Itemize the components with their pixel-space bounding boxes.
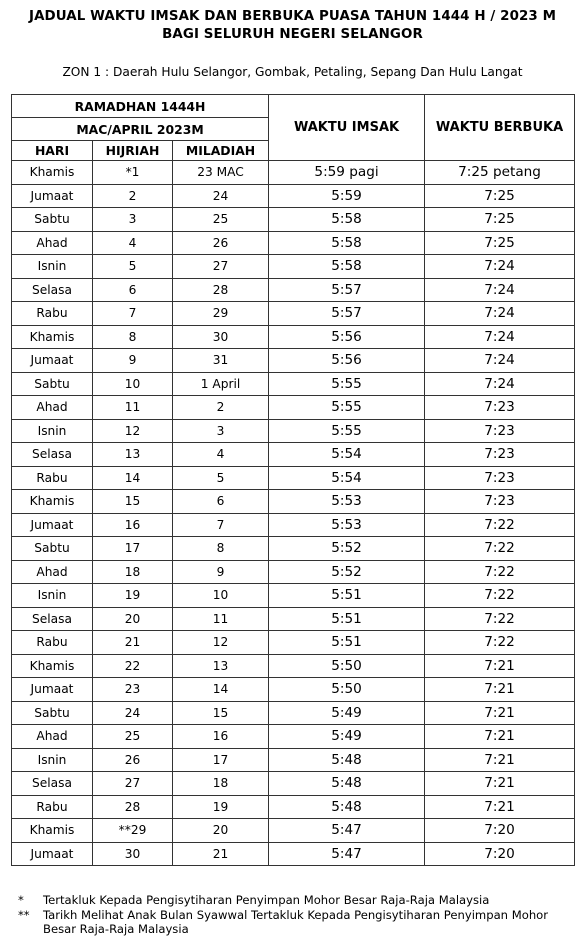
title-line-1: JADUAL WAKTU IMSAK DAN BERBUKA PUASA TAHUN 1444 H / 2023 M bbox=[28, 9, 557, 24]
cell-hari: Ahad bbox=[12, 560, 93, 584]
cell-hari: Ahad bbox=[12, 396, 93, 420]
cell-hari: Rabu bbox=[12, 302, 93, 326]
cell-hari: Rabu bbox=[12, 795, 93, 819]
table-row bbox=[12, 772, 575, 796]
cell-miladiah: 29 bbox=[173, 302, 269, 326]
table-row bbox=[12, 184, 575, 208]
cell-waktu-berbuka: 7:23 bbox=[425, 466, 575, 490]
cell-hijriah: 8 bbox=[93, 325, 173, 349]
cell-miladiah: 2 bbox=[173, 396, 269, 420]
document-title bbox=[0, 8, 585, 44]
cell-waktu-berbuka: 7:24 bbox=[425, 302, 575, 326]
table-row bbox=[12, 372, 575, 396]
cell-miladiah: 13 bbox=[173, 654, 269, 678]
cell-hijriah: 7 bbox=[93, 302, 173, 326]
cell-waktu-imsak: 5:56 bbox=[269, 349, 425, 373]
cell-waktu-berbuka: 7:20 bbox=[425, 842, 575, 866]
cell-waktu-berbuka: 7:22 bbox=[425, 631, 575, 655]
header-waktu-berbuka: WAKTU BERBUKA bbox=[425, 95, 575, 161]
title-line-2: BAGI SELURUH NEGERI SELANGOR bbox=[162, 27, 423, 42]
cell-miladiah: 24 bbox=[173, 184, 269, 208]
cell-hijriah: 9 bbox=[93, 349, 173, 373]
cell-miladiah: 7 bbox=[173, 513, 269, 537]
table-row bbox=[12, 795, 575, 819]
cell-hijriah: 12 bbox=[93, 419, 173, 443]
table-row bbox=[12, 678, 575, 702]
cell-waktu-berbuka: 7:25 petang bbox=[425, 161, 575, 185]
cell-waktu-berbuka: 7:24 bbox=[425, 349, 575, 373]
cell-waktu-imsak: 5:58 bbox=[269, 255, 425, 279]
cell-waktu-berbuka: 7:24 bbox=[425, 255, 575, 279]
cell-miladiah: 16 bbox=[173, 725, 269, 749]
cell-waktu-berbuka: 7:24 bbox=[425, 325, 575, 349]
cell-hari: Sabtu bbox=[12, 208, 93, 232]
cell-miladiah: 28 bbox=[173, 278, 269, 302]
cell-hijriah: 19 bbox=[93, 584, 173, 608]
cell-miladiah: 15 bbox=[173, 701, 269, 725]
cell-waktu-berbuka: 7:21 bbox=[425, 678, 575, 702]
cell-hari: Jumaat bbox=[12, 184, 93, 208]
cell-hari: Khamis bbox=[12, 161, 93, 185]
table-row bbox=[12, 654, 575, 678]
cell-waktu-berbuka: 7:21 bbox=[425, 701, 575, 725]
table-row bbox=[12, 725, 575, 749]
cell-hari: Isnin bbox=[12, 748, 93, 772]
cell-waktu-imsak: 5:59 pagi bbox=[269, 161, 425, 185]
cell-waktu-berbuka: 7:22 bbox=[425, 607, 575, 631]
header-hari: HARI bbox=[12, 141, 93, 161]
cell-miladiah: 1 April bbox=[173, 372, 269, 396]
cell-waktu-imsak: 5:50 bbox=[269, 654, 425, 678]
cell-waktu-berbuka: 7:23 bbox=[425, 396, 575, 420]
cell-miladiah: 17 bbox=[173, 748, 269, 772]
cell-hari: Sabtu bbox=[12, 701, 93, 725]
cell-waktu-berbuka: 7:24 bbox=[425, 278, 575, 302]
table-row bbox=[12, 278, 575, 302]
footnote-mark: * bbox=[18, 893, 24, 907]
cell-waktu-berbuka: 7:23 bbox=[425, 443, 575, 467]
table-row bbox=[12, 819, 575, 843]
table-row bbox=[12, 631, 575, 655]
table-row bbox=[12, 349, 575, 373]
table-row bbox=[12, 584, 575, 608]
cell-hijriah: 14 bbox=[93, 466, 173, 490]
cell-hijriah: 20 bbox=[93, 607, 173, 631]
cell-waktu-imsak: 5:49 bbox=[269, 725, 425, 749]
table-row bbox=[12, 396, 575, 420]
cell-hijriah: **29 bbox=[93, 819, 173, 843]
cell-hari: Khamis bbox=[12, 490, 93, 514]
cell-waktu-imsak: 5:50 bbox=[269, 678, 425, 702]
cell-waktu-imsak: 5:54 bbox=[269, 443, 425, 467]
cell-waktu-berbuka: 7:22 bbox=[425, 560, 575, 584]
cell-hijriah: 15 bbox=[93, 490, 173, 514]
cell-hari: Khamis bbox=[12, 819, 93, 843]
cell-hari: Jumaat bbox=[12, 513, 93, 537]
table-row bbox=[12, 607, 575, 631]
cell-waktu-berbuka: 7:22 bbox=[425, 537, 575, 561]
cell-hijriah: *1 bbox=[93, 161, 173, 185]
cell-waktu-imsak: 5:59 bbox=[269, 184, 425, 208]
table-row bbox=[12, 419, 575, 443]
cell-hijriah: 26 bbox=[93, 748, 173, 772]
cell-waktu-imsak: 5:47 bbox=[269, 819, 425, 843]
table-row bbox=[12, 513, 575, 537]
cell-miladiah: 21 bbox=[173, 842, 269, 866]
cell-hari: Selasa bbox=[12, 278, 93, 302]
cell-waktu-imsak: 5:55 bbox=[269, 419, 425, 443]
cell-waktu-imsak: 5:48 bbox=[269, 772, 425, 796]
zone-subtitle: ZON 1 : Daerah Hulu Selangor, Gombak, Petaling, Sepang Dan Hulu Langat bbox=[62, 65, 523, 79]
cell-waktu-imsak: 5:51 bbox=[269, 607, 425, 631]
cell-hari: Jumaat bbox=[12, 842, 93, 866]
cell-hijriah: 23 bbox=[93, 678, 173, 702]
cell-hijriah: 22 bbox=[93, 654, 173, 678]
footnote bbox=[18, 893, 578, 908]
cell-waktu-imsak: 5:53 bbox=[269, 490, 425, 514]
cell-waktu-imsak: 5:51 bbox=[269, 631, 425, 655]
cell-waktu-imsak: 5:53 bbox=[269, 513, 425, 537]
cell-waktu-imsak: 5:57 bbox=[269, 302, 425, 326]
cell-waktu-berbuka: 7:21 bbox=[425, 772, 575, 796]
cell-waktu-berbuka: 7:23 bbox=[425, 490, 575, 514]
cell-hari: Khamis bbox=[12, 654, 93, 678]
cell-miladiah: 20 bbox=[173, 819, 269, 843]
cell-hari: Sabtu bbox=[12, 537, 93, 561]
footnotes bbox=[18, 893, 578, 937]
cell-miladiah: 11 bbox=[173, 607, 269, 631]
footnote-text: Tarikh Melihat Anak Bulan Syawwal Tertakluk Kepada Pengisytiharan Penyimpan Mohor Besar Raja-Raja Malaysia bbox=[43, 907, 549, 936]
cell-hari: Ahad bbox=[12, 725, 93, 749]
cell-hijriah: 18 bbox=[93, 560, 173, 584]
cell-waktu-berbuka: 7:21 bbox=[425, 795, 575, 819]
cell-waktu-berbuka: 7:20 bbox=[425, 819, 575, 843]
cell-waktu-imsak: 5:48 bbox=[269, 748, 425, 772]
cell-miladiah: 25 bbox=[173, 208, 269, 232]
cell-waktu-imsak: 5:52 bbox=[269, 560, 425, 584]
schedule-table bbox=[11, 94, 575, 866]
cell-hari: Rabu bbox=[12, 466, 93, 490]
cell-hari: Isnin bbox=[12, 255, 93, 279]
cell-waktu-berbuka: 7:25 bbox=[425, 184, 575, 208]
cell-waktu-berbuka: 7:22 bbox=[425, 584, 575, 608]
cell-waktu-imsak: 5:55 bbox=[269, 372, 425, 396]
cell-waktu-imsak: 5:58 bbox=[269, 208, 425, 232]
cell-waktu-imsak: 5:56 bbox=[269, 325, 425, 349]
cell-hari: Khamis bbox=[12, 325, 93, 349]
cell-hari: Jumaat bbox=[12, 678, 93, 702]
cell-waktu-berbuka: 7:22 bbox=[425, 513, 575, 537]
table-body bbox=[12, 161, 575, 866]
table-row bbox=[12, 560, 575, 584]
cell-hari: Selasa bbox=[12, 772, 93, 796]
table-row bbox=[12, 842, 575, 866]
cell-hijriah: 17 bbox=[93, 537, 173, 561]
cell-hijriah: 5 bbox=[93, 255, 173, 279]
cell-hijriah: 21 bbox=[93, 631, 173, 655]
footnote-text: Tertakluk Kepada Pengisytiharan Penyimpan Mohor Besar Raja-Raja Malaysia bbox=[43, 893, 490, 907]
cell-hijriah: 27 bbox=[93, 772, 173, 796]
cell-hari: Isnin bbox=[12, 584, 93, 608]
cell-waktu-berbuka: 7:25 bbox=[425, 231, 575, 255]
cell-miladiah: 6 bbox=[173, 490, 269, 514]
cell-hijriah: 13 bbox=[93, 443, 173, 467]
cell-waktu-imsak: 5:48 bbox=[269, 795, 425, 819]
cell-hijriah: 30 bbox=[93, 842, 173, 866]
cell-hijriah: 6 bbox=[93, 278, 173, 302]
cell-waktu-imsak: 5:51 bbox=[269, 584, 425, 608]
table-row bbox=[12, 255, 575, 279]
cell-waktu-imsak: 5:58 bbox=[269, 231, 425, 255]
cell-miladiah: 10 bbox=[173, 584, 269, 608]
cell-hijriah: 11 bbox=[93, 396, 173, 420]
cell-hijriah: 2 bbox=[93, 184, 173, 208]
table-row bbox=[12, 302, 575, 326]
cell-miladiah: 9 bbox=[173, 560, 269, 584]
table-row bbox=[12, 537, 575, 561]
cell-miladiah: 4 bbox=[173, 443, 269, 467]
table-row bbox=[12, 325, 575, 349]
cell-hari: Rabu bbox=[12, 631, 93, 655]
cell-miladiah: 31 bbox=[173, 349, 269, 373]
cell-hijriah: 24 bbox=[93, 701, 173, 725]
cell-hijriah: 25 bbox=[93, 725, 173, 749]
cell-waktu-imsak: 5:52 bbox=[269, 537, 425, 561]
cell-hari: Sabtu bbox=[12, 372, 93, 396]
cell-miladiah: 19 bbox=[173, 795, 269, 819]
footnote bbox=[18, 908, 578, 937]
cell-hari: Isnin bbox=[12, 419, 93, 443]
cell-hijriah: 3 bbox=[93, 208, 173, 232]
cell-hari: Selasa bbox=[12, 607, 93, 631]
cell-waktu-berbuka: 7:21 bbox=[425, 748, 575, 772]
cell-hari: Jumaat bbox=[12, 349, 93, 373]
cell-miladiah: 27 bbox=[173, 255, 269, 279]
cell-miladiah: 23 MAC bbox=[173, 161, 269, 185]
cell-waktu-imsak: 5:49 bbox=[269, 701, 425, 725]
table-row bbox=[12, 443, 575, 467]
cell-waktu-imsak: 5:55 bbox=[269, 396, 425, 420]
cell-hari: Selasa bbox=[12, 443, 93, 467]
cell-waktu-berbuka: 7:23 bbox=[425, 419, 575, 443]
cell-miladiah: 14 bbox=[173, 678, 269, 702]
cell-miladiah: 3 bbox=[173, 419, 269, 443]
cell-waktu-berbuka: 7:21 bbox=[425, 654, 575, 678]
cell-miladiah: 30 bbox=[173, 325, 269, 349]
cell-hijriah: 4 bbox=[93, 231, 173, 255]
table-row bbox=[12, 490, 575, 514]
cell-hijriah: 28 bbox=[93, 795, 173, 819]
cell-waktu-berbuka: 7:24 bbox=[425, 372, 575, 396]
cell-waktu-imsak: 5:54 bbox=[269, 466, 425, 490]
cell-miladiah: 12 bbox=[173, 631, 269, 655]
cell-miladiah: 8 bbox=[173, 537, 269, 561]
table-row bbox=[12, 231, 575, 255]
cell-hijriah: 10 bbox=[93, 372, 173, 396]
cell-miladiah: 26 bbox=[173, 231, 269, 255]
header-ramadhan: RAMADHAN 1444H bbox=[12, 95, 269, 118]
table-row bbox=[12, 208, 575, 232]
header-hijriah: HIJRIAH bbox=[93, 141, 173, 161]
cell-waktu-berbuka: 7:21 bbox=[425, 725, 575, 749]
cell-waktu-imsak: 5:57 bbox=[269, 278, 425, 302]
cell-miladiah: 5 bbox=[173, 466, 269, 490]
table-row bbox=[12, 701, 575, 725]
header-mac-april: MAC/APRIL 2023M bbox=[12, 118, 269, 141]
cell-miladiah: 18 bbox=[173, 772, 269, 796]
cell-hijriah: 16 bbox=[93, 513, 173, 537]
table-row bbox=[12, 466, 575, 490]
header-miladiah: MILADIAH bbox=[173, 141, 269, 161]
table-row bbox=[12, 161, 575, 185]
cell-hari: Ahad bbox=[12, 231, 93, 255]
header-waktu-imsak: WAKTU IMSAK bbox=[269, 95, 425, 161]
cell-waktu-imsak: 5:47 bbox=[269, 842, 425, 866]
footnote-mark: ** bbox=[18, 907, 30, 922]
cell-waktu-berbuka: 7:25 bbox=[425, 208, 575, 232]
table-row bbox=[12, 748, 575, 772]
